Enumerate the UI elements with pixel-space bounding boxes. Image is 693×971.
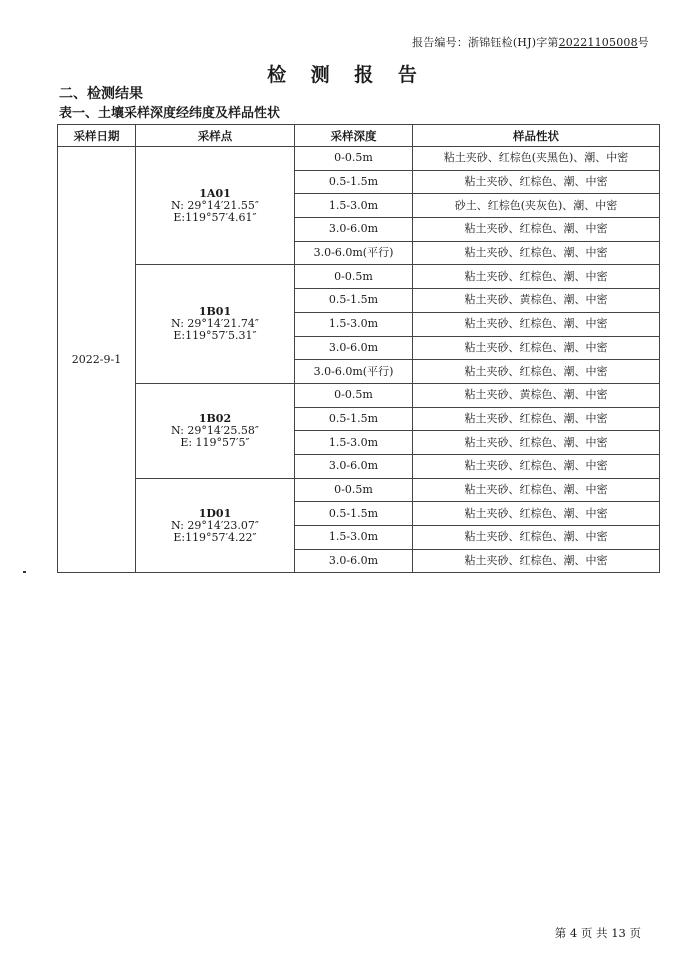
sample-property-cell: 粘土夹砂、红棕色、潮、中密	[413, 336, 660, 360]
report-number-suffix: 号	[637, 36, 649, 49]
sampling-point-latitude: N: 29°14′21.55″	[170, 198, 260, 212]
sample-property-cell: 粘土夹砂、红棕色、潮、中密	[413, 549, 660, 573]
table-row	[58, 265, 660, 289]
column-header-date: 采样日期	[58, 125, 136, 147]
sample-property-cell: 粘土夹砂、红棕色、潮、中密	[413, 526, 660, 550]
column-header-property: 样品性状	[413, 125, 660, 147]
sample-property-cell: 粘土夹砂、黄棕色、潮、中密	[413, 383, 660, 407]
sampling-depth-cell: 1.5-3.0m	[295, 431, 413, 455]
sample-property-cell: 粘土夹砂、红棕色、潮、中密	[413, 478, 660, 502]
sampling-depth-cell: 0-0.5m	[295, 265, 413, 289]
sample-property-cell: 粘土夹砂、红棕色、潮、中密	[413, 265, 660, 289]
results-table	[57, 124, 660, 573]
table-title: 表一、土壤采样深度经纬度及样品性状	[59, 106, 281, 121]
sampling-point-latitude: N: 29°14′23.07″	[170, 518, 260, 532]
sampling-point-name: 1A01	[199, 186, 231, 200]
sampling-depth-cell: 3.0-6.0m	[295, 454, 413, 478]
sample-property-cell: 粘土夹砂、红棕色、潮、中密	[413, 360, 660, 384]
sampling-depth-cell: 3.0-6.0m	[295, 549, 413, 573]
sampling-depth-cell: 1.5-3.0m	[295, 312, 413, 336]
sampling-depth-cell: 0.5-1.5m	[295, 170, 413, 194]
column-header-depth: 采样深度	[295, 125, 413, 147]
sampling-depth-cell: 3.0-6.0m(平行)	[295, 360, 413, 384]
sample-property-cell: 粘土夹砂、红棕色(夹黑色)、潮、中密	[413, 147, 660, 171]
sampling-point-cell	[136, 147, 295, 265]
sampling-point-longitude: E:119°57′4.22″	[173, 530, 257, 544]
sampling-depth-cell: 3.0-6.0m	[295, 218, 413, 242]
sampling-depth-cell: 0-0.5m	[295, 478, 413, 502]
sample-property-cell: 粘土夹砂、红棕色、潮、中密	[413, 170, 660, 194]
sample-property-cell: 粘土夹砂、红棕色、潮、中密	[413, 407, 660, 431]
sampling-point-longitude: E:119°57′5.31″	[173, 329, 257, 343]
sample-property-cell: 粘土夹砂、红棕色、潮、中密	[413, 241, 660, 265]
sample-property-cell: 粘土夹砂、红棕色、潮、中密	[413, 502, 660, 526]
sampling-point-cell	[136, 478, 295, 573]
sampling-depth-cell: 0.5-1.5m	[295, 502, 413, 526]
table-row	[58, 383, 660, 407]
sampling-depth-cell: 0.5-1.5m	[295, 289, 413, 313]
section-title: 二、检测结果	[59, 86, 143, 102]
column-header-point: 采样点	[136, 125, 295, 147]
sampling-point-latitude: N: 29°14′25.58″	[170, 423, 260, 437]
sampling-date-cell: 2022-9-1	[58, 147, 136, 573]
report-number	[412, 34, 649, 50]
sampling-point-cell	[136, 265, 295, 383]
sampling-point-longitude: E: 119°57′5″	[180, 435, 250, 449]
sampling-point-longitude: E:119°57′4.61″	[173, 210, 257, 224]
table-row	[58, 147, 660, 171]
sampling-point-cell	[136, 383, 295, 478]
sampling-depth-cell: 0-0.5m	[295, 147, 413, 171]
report-number-value: 20221105008	[558, 36, 638, 49]
sampling-point-name: 1B02	[198, 411, 232, 425]
sampling-point-name: 1D01	[198, 506, 232, 520]
sample-property-cell: 粘土夹砂、红棕色、潮、中密	[413, 218, 660, 242]
sampling-depth-cell: 1.5-3.0m	[295, 526, 413, 550]
document-title: 检 测 报 告	[267, 64, 426, 86]
margin-mark	[23, 571, 26, 573]
table-header-row	[58, 125, 660, 147]
sampling-point-latitude: N: 29°14′21.74″	[170, 317, 260, 331]
sample-property-cell: 粘土夹砂、黄棕色、潮、中密	[413, 289, 660, 313]
sampling-depth-cell: 0-0.5m	[295, 383, 413, 407]
sampling-depth-cell: 3.0-6.0m	[295, 336, 413, 360]
sampling-point-name: 1B01	[198, 305, 232, 319]
table-body	[58, 147, 660, 573]
sampling-depth-cell: 0.5-1.5m	[295, 407, 413, 431]
report-number-prefix: 报告编号：浙锦钰检(HJ)字第	[412, 36, 559, 49]
table-row	[58, 478, 660, 502]
sample-property-cell: 粘土夹砂、红棕色、潮、中密	[413, 454, 660, 478]
sample-property-cell: 粘土夹砂、红棕色、潮、中密	[413, 312, 660, 336]
sampling-depth-cell: 3.0-6.0m(平行)	[295, 241, 413, 265]
page-number: 第 4 页 共 13 页	[554, 926, 641, 940]
sample-property-cell: 粘土夹砂、红棕色、潮、中密	[413, 431, 660, 455]
sampling-depth-cell: 1.5-3.0m	[295, 194, 413, 218]
sample-property-cell: 砂土、红棕色(夹灰色)、潮、中密	[413, 194, 660, 218]
